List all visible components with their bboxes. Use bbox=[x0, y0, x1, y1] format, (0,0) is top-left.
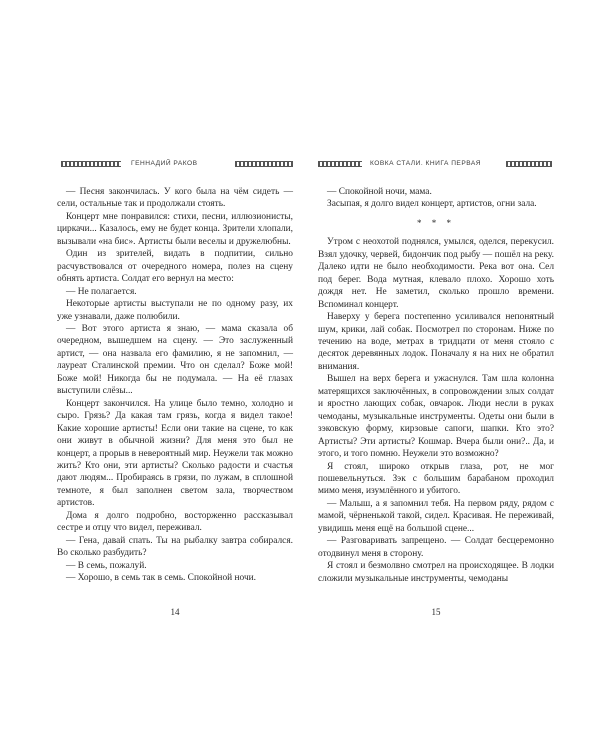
right-header-ornament-right bbox=[506, 161, 552, 167]
right-page-body bbox=[318, 186, 554, 585]
left-header-ornament-left bbox=[61, 161, 121, 167]
right-body-bottom bbox=[318, 236, 554, 585]
left-header-title: ГЕННАДИЙ РАКОВ bbox=[131, 160, 198, 167]
paragraph: — Вот этого артиста я знаю, — мама сказала об очередном, вышедшем на сцену. — Это заслуженный артист, — она назвала его фамилию, я не запомнил, — лауреат Сталинской премии. Что он сделал? Боже мой! Боже мой! Никогда бы не подумала. — На её глазах выступили слёзы... bbox=[57, 323, 293, 397]
paragraph: — В семь, пожалуй. bbox=[66, 560, 147, 571]
paragraph: Вышел на верх берега и ужаснулся. Там шла колонна матерящихся заключённых, в сопровождении злых солдат и яростно лающих собак, овчарок. Люди несли в руках чемоданы, музыкальные инструменты. Одеты они были в зэковскую форму, кирзовые сапоги, шапки. Кто это? Артисты? Эти артисты? Кошмар. Вчера были они?.. Да, и этого, и того помню. Неужели это возможно? bbox=[318, 374, 554, 460]
paragraph: — Хорошо, в семь так в семь. Спокойной ночи. bbox=[66, 573, 257, 584]
right-header-ornament-left bbox=[318, 161, 362, 167]
section-separator: * * * bbox=[417, 217, 455, 228]
paragraph: Я стоял и безмолвно смотрел на происходящее. В лодки сложили музыкальные инструменты, чемоданы bbox=[318, 561, 554, 584]
paragraph: Концерт закончился. На улице было темно, холодно и сыро. Грязь? Да какая там грязь, когда я видел такое! Какие хорошие артисты! Если они такие на сцене, то как они живут в обычной жизни? Для меня это был не концерт, а прорыв в невероятный мир. Неужели так можно жить? Кто они, эти артисты? Сколько радости и счастья дают людям... Пробираясь в грязи, по лужам, в сплошной темноте, я был заполнен светом зала, творчеством артистов. bbox=[57, 398, 293, 509]
right-page-number: 15 bbox=[431, 607, 441, 617]
paragraph: — Разговаривать запрещено. — Солдат бесцеремонно отодвинул меня в сторону. bbox=[318, 536, 554, 559]
paragraph: — Не полагается. bbox=[66, 286, 137, 297]
paragraph: Утром с неохотой поднялся, умылся, оделся, перекусил. Взял удочку, червей, бидончик под рыбу — пошёл на реку. Далеко идти не было необходимости. Река вот она. Сел под берег. Вода мутная, клевало плохо. Хорошо хоть дождя нет. Не заметил, сколько прошло времени. Вспоминал концерт. bbox=[318, 237, 554, 310]
paragraph: Я стоял, широко открыв глаза, рот, не мог пошевельнуться. Зэк с большим барабаном проходил мимо меня, изумлённого и убитого. bbox=[318, 461, 554, 497]
paragraph: Один из зрителей, видать в подпитии, сильно расчувствовался от очередного номера, полез на сцену обнять артиста. Солдат его вернул на место: bbox=[57, 249, 293, 285]
paragraph: — Малыш, а я запомнил тебя. На первом ряду, рядом с мамой, чёрненькой такой, сидел. Красивая. Не переживай, увидишь меня ещё на большой сцене... bbox=[318, 498, 554, 534]
paragraph: — Спокойной ночи, мама. bbox=[327, 187, 432, 197]
paragraph: Дома я долго подробно, восторженно рассказывал сестре и отцу что видел, переживал. bbox=[57, 510, 293, 534]
paragraph: Наверху у берега постепенно усиливался непонятный шум, крики, лай собак. Посмотрел по сторонам. Ниже по течению на воде, метрах в тридцати от меня стояло с десяток деревянных лодок. Поначалу я на них не обратил внимания. bbox=[318, 312, 554, 372]
left-header-ornament-right bbox=[235, 161, 293, 167]
left-running-header bbox=[57, 160, 293, 174]
paragraph: — Гена, давай спать. Ты на рыбалку завтра собирался. Во сколько разбудить? bbox=[57, 535, 293, 559]
left-page bbox=[57, 160, 293, 585]
paragraph: Концерт мне понравился: стихи, песни, иллюзионисты, циркачи... Казалось, ему не будет конца. Зрители хлопали, вызывали «на бис». Артисты были веселы и дружелюбны. bbox=[57, 211, 293, 247]
paragraph: Некоторые артисты выступали не по одному разу, их уже узнавали, даже полюбили. bbox=[57, 299, 293, 322]
paragraph: Засыпая, я долго видел концерт, артистов, огни зала. bbox=[327, 199, 537, 210]
right-body-top bbox=[318, 186, 554, 211]
right-page bbox=[318, 160, 554, 585]
right-header-title: КОВКА СТАЛИ. КНИГА ПЕРВАЯ bbox=[370, 160, 482, 167]
right-running-header bbox=[318, 160, 554, 174]
paragraph: — Песня закончилась. У кого была на чём сидеть — сели, остальные так и продолжали стоять. bbox=[57, 187, 293, 210]
left-page-number: 14 bbox=[170, 607, 180, 617]
left-page-body bbox=[57, 186, 293, 585]
